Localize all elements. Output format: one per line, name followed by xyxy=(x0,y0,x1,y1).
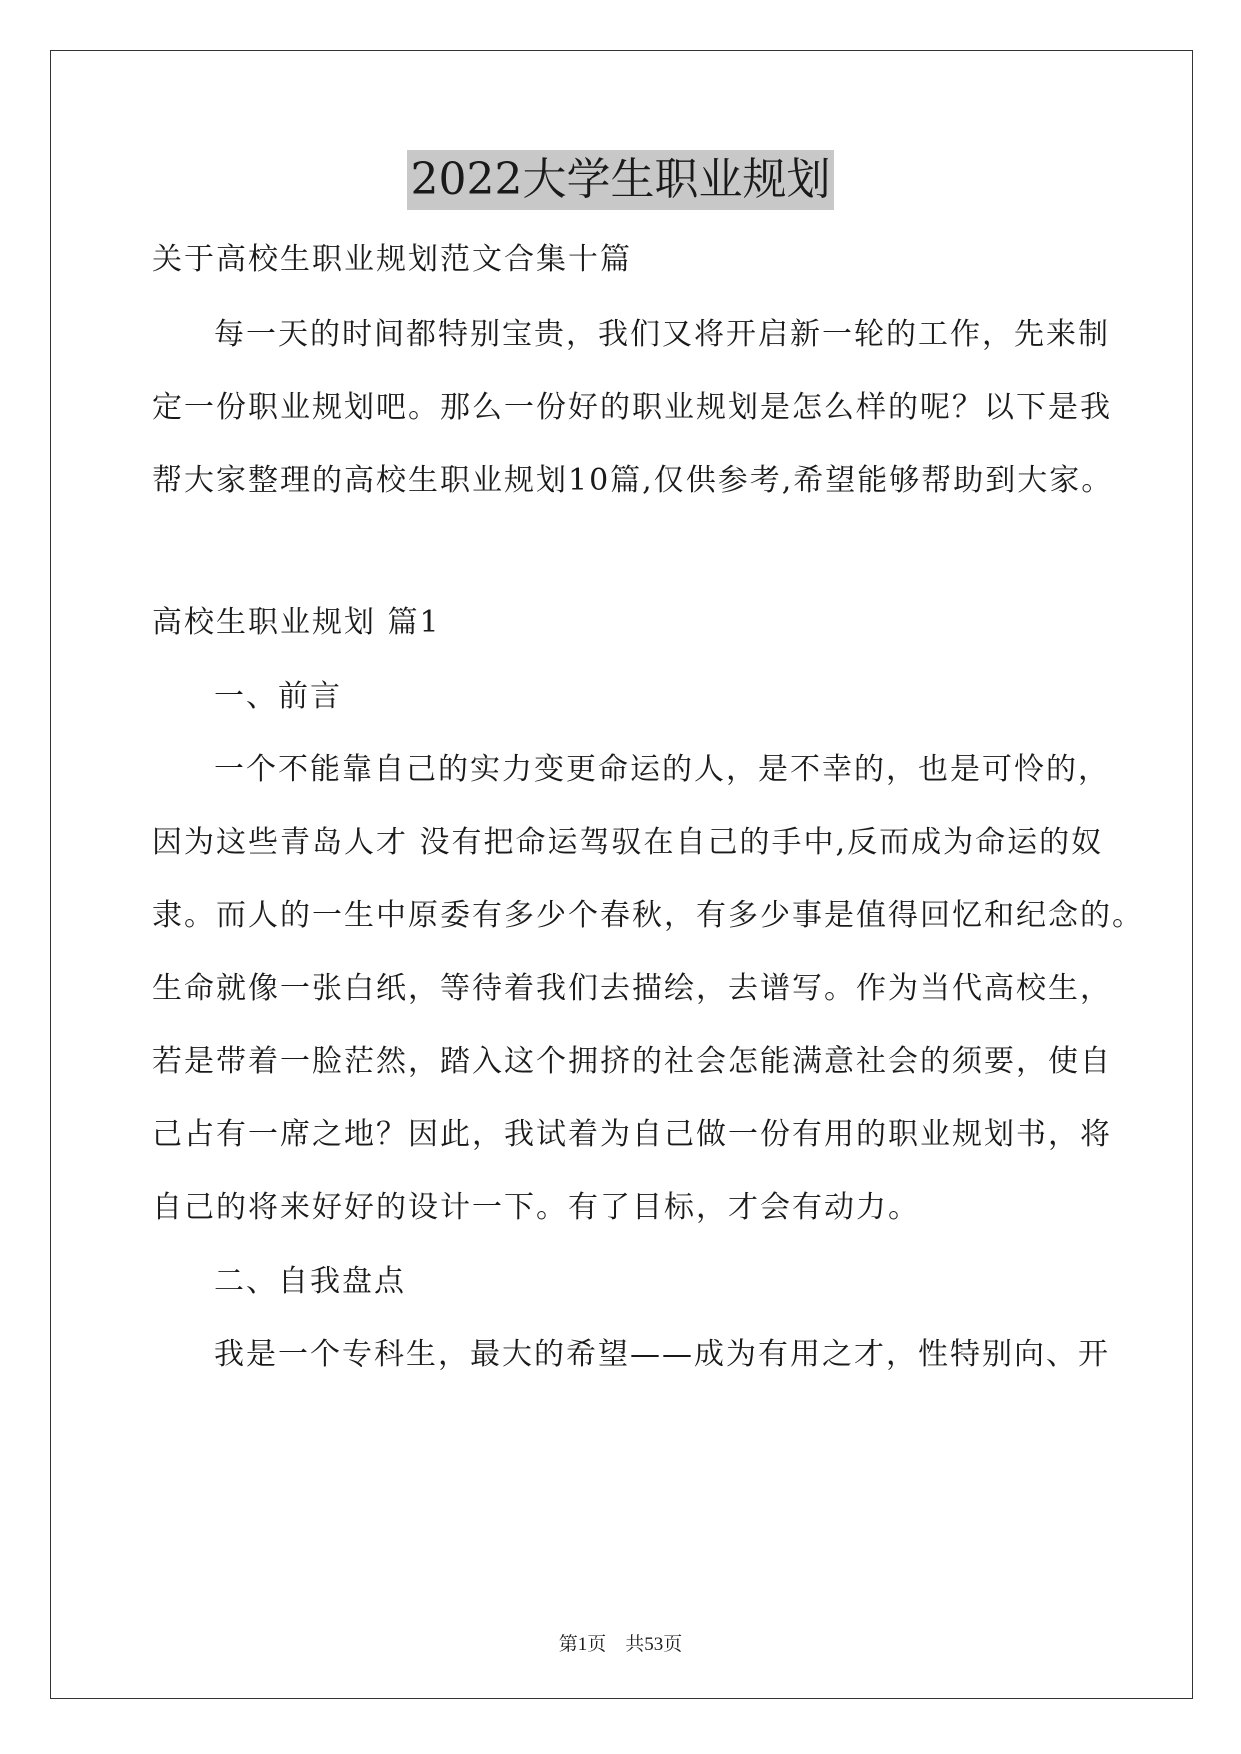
preface-line-2: 因为这些青岛人才 没有把命运驾驭在自己的手中,反而成为命运的奴 xyxy=(152,825,1104,860)
preface-line-3: 隶。而人的一生中原委有多少个春秋，有多少事是值得回忆和纪念的。 xyxy=(152,898,1144,933)
footer-page-total: 53 xyxy=(644,1634,664,1655)
heading-preface: 一、前言 xyxy=(214,679,342,714)
intro-line-3: 帮大家整理的高校生职业规划10篇,仅供参考,希望能够帮助到大家。 xyxy=(152,463,1114,498)
preface-line-6: 己占有一席之地？因此，我试着为自己做一份有用的职业规划书，将 xyxy=(152,1117,1112,1152)
self-line-1: 我是一个专科生，最大的希望——成为有用之才，性特别向、开 xyxy=(214,1337,1110,1372)
preface-line-4: 生命就像一张白纸，等待着我们去描绘，去谱写。作为当代高校生， xyxy=(152,971,1112,1006)
document-subtitle: 关于高校生职业规划范文合集十篇 xyxy=(152,242,632,277)
footer-page-mid: 页 共 xyxy=(587,1634,645,1655)
title-container xyxy=(0,150,1241,210)
preface-line-1: 一个不能靠自己的实力变更命运的人，是不幸的，也是可怜的， xyxy=(214,752,1110,787)
intro-line-1: 每一天的时间都特别宝贵，我们又将开启新一轮的工作，先来制 xyxy=(214,317,1110,352)
footer-page-current: 1 xyxy=(577,1634,588,1655)
heading-self-review: 二、自我盘点 xyxy=(214,1264,406,1299)
preface-line-7: 自己的将来好好的设计一下。有了目标，才会有动力。 xyxy=(152,1190,920,1225)
intro-line-2: 定一份职业规划吧。那么一份好的职业规划是怎么样的呢？以下是我 xyxy=(152,390,1112,425)
document-title: 2022大学生职业规划 xyxy=(407,150,835,210)
preface-line-5: 若是带着一脸茫然，踏入这个拥挤的社会怎能满意社会的须要，使自 xyxy=(152,1044,1112,1079)
page-footer xyxy=(0,1632,1241,1658)
footer-page-suffix: 页 xyxy=(663,1634,683,1655)
footer-page-prefix: 第 xyxy=(558,1634,578,1655)
page-border xyxy=(50,50,1193,1699)
section-title: 高校生职业规划 篇1 xyxy=(152,605,441,640)
